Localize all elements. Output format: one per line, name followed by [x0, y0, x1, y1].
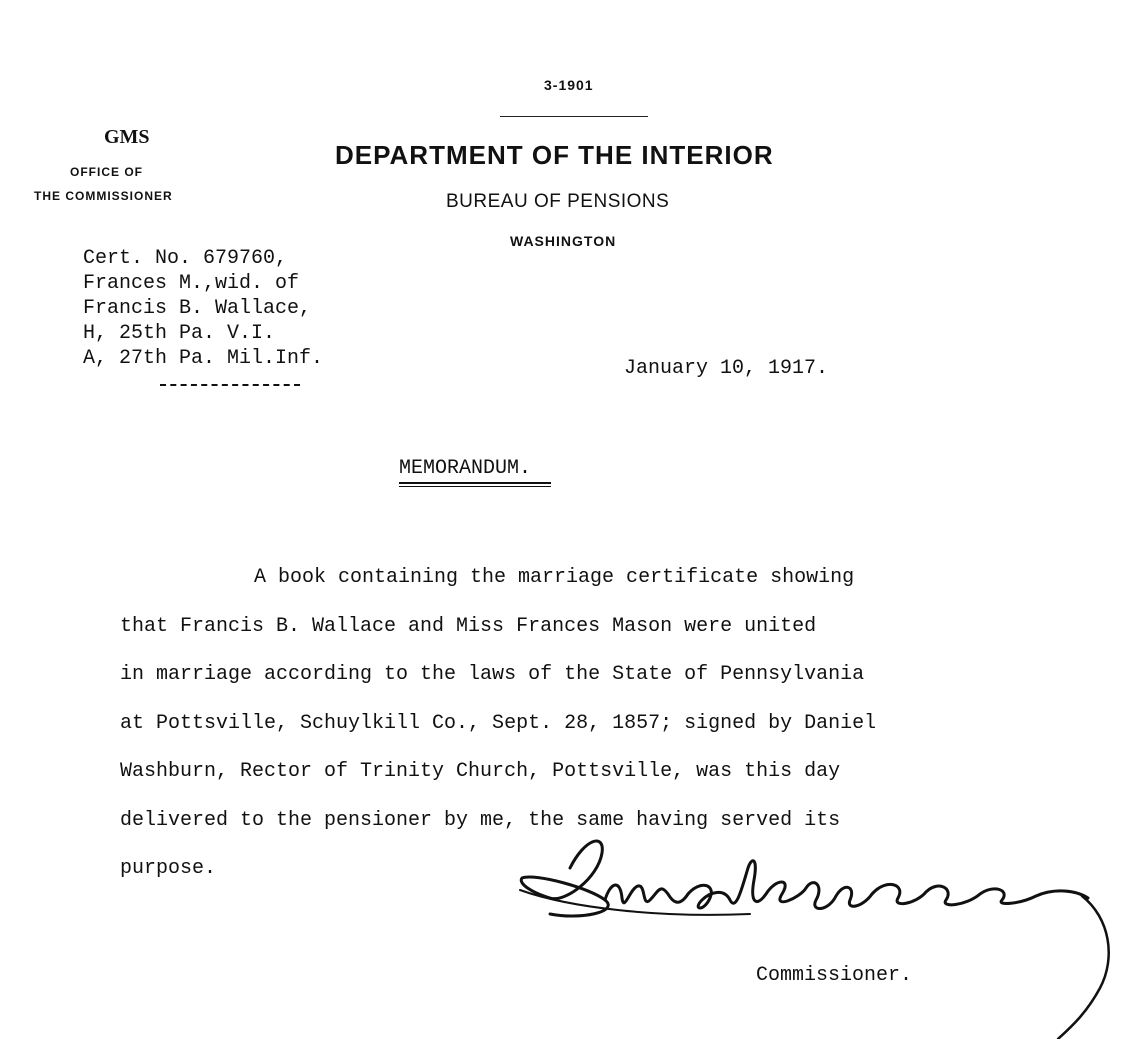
body-line: in marriage according to the laws of the State of Pennsylvania [120, 663, 865, 686]
reference-line: A, 27th Pa. Mil.Inf. [83, 347, 324, 370]
reference-dashed-rule [160, 384, 300, 386]
memo-title-underline-2 [399, 486, 551, 487]
city-heading: WASHINGTON [510, 233, 617, 249]
reference-line: Frances M.,wid. of [83, 272, 300, 295]
reference-line: Francis B. Wallace, [83, 297, 312, 320]
memo-title: MEMORANDUM. [399, 457, 532, 480]
body-line: at Pottsville, Schuylkill Co., Sept. 28, 1857; signed by Daniel [120, 711, 877, 735]
office-line-1: OFFICE OF [70, 165, 143, 179]
form-number-rule [500, 116, 648, 117]
body-line: Washburn, Rector of Trinity Church, Pottsville, was this day [120, 760, 841, 783]
signature-title: Commissioner. [756, 964, 913, 987]
reference-block [83, 246, 323, 371]
reference-line: H, 25th Pa. V.I. [83, 322, 276, 345]
initials: GMS [104, 126, 150, 148]
office-line-2: THE COMMISSIONER [34, 189, 173, 203]
body-line: A book containing the marriage certificate showing [254, 566, 855, 589]
form-number: 3-1901 [544, 77, 594, 93]
handwritten-signature [510, 828, 1120, 1039]
body-line: purpose. [120, 857, 217, 880]
body-line: delivered to the pensioner by me, the same having served its [120, 808, 841, 832]
letter-date: January 10, 1917. [624, 357, 829, 380]
body-line: that Francis B. Wallace and Miss Frances Mason were united [120, 614, 817, 638]
memo-title-underline [399, 482, 551, 484]
department-heading: DEPARTMENT OF THE INTERIOR [335, 140, 774, 170]
reference-line: Cert. No. 679760, [83, 247, 288, 270]
bureau-heading: BUREAU OF PENSIONS [446, 191, 670, 212]
